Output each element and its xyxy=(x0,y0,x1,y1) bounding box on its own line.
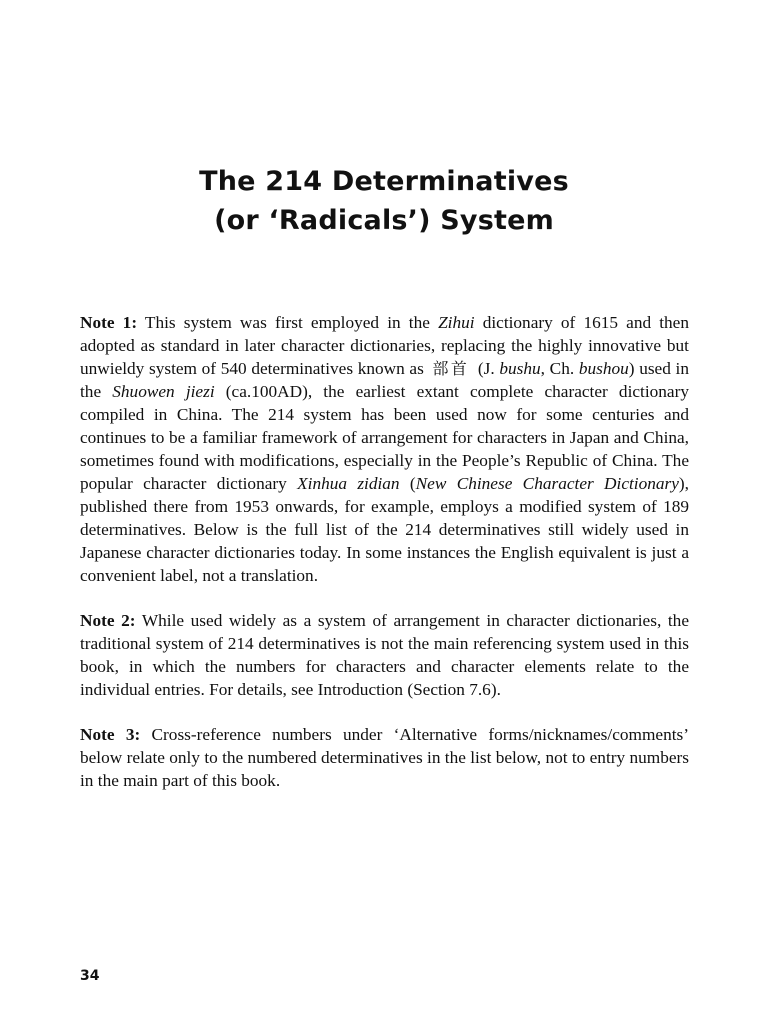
note-1-seg-0: This system was first employed in the xyxy=(137,313,439,332)
note-1-seg-4: (J. xyxy=(473,359,500,378)
note-1-seg-9: Shuowen jiezi xyxy=(112,382,215,401)
note-1-seg-12: ( xyxy=(399,474,416,493)
note-3-seg-0: Cross-reference numbers under ‘Alternative forms/nicknames/comments’ below relate only to the numbered determinatives in the list below, not to entry numbers in the main part of this book. xyxy=(80,725,689,790)
page-number: 34 xyxy=(80,968,100,984)
title-line-2: (or ‘Radicals’) System xyxy=(214,205,554,236)
note-2 xyxy=(80,609,689,701)
title-line-1: The 214 Determinatives xyxy=(199,166,569,197)
note-1-seg-14: ), published there from 1953 onwards, for example, employs a modified system of 189 determinatives. Below is the full list of the 214 determinatives still widely used in Japanese character dictionaries today. In some instances the English equivalent is just a convenient label, not a translation. xyxy=(80,474,689,585)
note-1-seg-13: New Chinese Character Dictionary xyxy=(415,474,679,493)
note-1-paragraph xyxy=(80,311,689,587)
note-2-label: Note 2: xyxy=(80,611,136,630)
note-1 xyxy=(80,311,689,587)
note-1-label: Note 1: xyxy=(80,313,138,332)
page-title xyxy=(0,162,768,240)
note-1-seg-1: Zihui xyxy=(438,313,475,332)
note-1-seg-7: bushou xyxy=(578,359,629,378)
note-2-paragraph xyxy=(80,609,689,701)
note-1-seg-11: Xinhua zidian xyxy=(297,474,400,493)
note-1-seg-5: bushu xyxy=(499,359,541,378)
note-1-seg-10: (ca.100AD), the earliest extant complete character dictionary compiled in China. The 214 system has been used now for some centuries and continues to be a familiar framework of arrangement for characters in Japan and China, sometimes found with modifications, especially in the People’s Republic of China. The popular character dictionary xyxy=(80,382,689,493)
note-1-seg-8: ) used in the xyxy=(80,359,689,401)
note-1-seg-2: dictionary of 1615 and then adopted as standard in later character dictionaries, replacing the highly innovative but unwieldy system of 540 determinatives known as xyxy=(80,313,689,378)
note-1-seg-3-bushu-characters: 部首 xyxy=(432,359,470,378)
note-3-label: Note 3: xyxy=(80,725,141,744)
note-3-paragraph xyxy=(80,723,689,792)
note-3 xyxy=(80,723,689,792)
note-2-seg-0: While used widely as a system of arrangement in character dictionaries, the traditional system of 214 determinatives is not the main referencing system used in this book, in which the numbers for characters and character elements relate to the individual entries. For details, see Introduction (Section 7.6). xyxy=(80,611,689,699)
note-1-seg-6: , Ch. xyxy=(540,359,579,378)
